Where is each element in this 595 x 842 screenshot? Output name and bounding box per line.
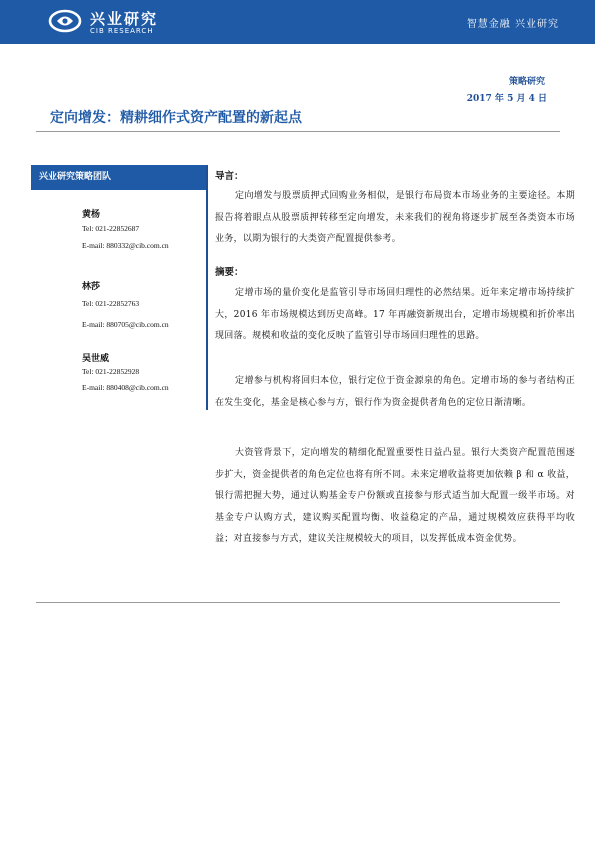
title-divider bbox=[36, 131, 560, 132]
member-tel: Tel: 021-22852763 bbox=[82, 299, 140, 308]
header-banner bbox=[0, 0, 595, 44]
member-email: E-mail: 880332@cib.com.cn bbox=[82, 241, 169, 250]
brand-subtitle: CIB RESEARCH bbox=[90, 27, 154, 35]
member-email: E-mail: 880408@cib.com.cn bbox=[82, 383, 169, 392]
summary-paragraph: 定增市场的量价变化是监管引导市场回归理性的必然结果。近年来定增市场持续扩大，2016 年市场规模达到历史高峰。17 年再融资新规出台，定增市场规模和折价率出现回落。规模和收益的变化反映了监管引导市场回归理性的思路。 bbox=[215, 288, 575, 341]
member-email: E-mail: 880705@cib.com.cn bbox=[82, 320, 169, 329]
intro-heading: 导言： bbox=[215, 171, 244, 182]
summary-paragraph: 大资管背景下，定向增发的精细化配置重要性日益凸显。银行大类资产配置范围逐步扩大，资金提供者的角色定位也将有所不同。未来定增收益将更加依赖 β 和 α 收益，银行需把握大势，通过认购基金专户份额或直接参与形式适当加大配置一级半市场。对基金专户认购方式，建议购买配置均衡、收益稳定的产品，通过规模效应获得平均收益；对直接参与方式，建议关注规模较大的项目，以发挥低成本资金优势。 bbox=[215, 448, 575, 544]
member-tel: Tel: 021-22852928 bbox=[82, 367, 140, 376]
header-slogan: 智慧金融 兴业研究 bbox=[466, 19, 559, 30]
summary-paragraph: 定增参与机构将回归本位，银行定位于资金源泉的角色。定增市场的参与者结构正在发生变化，基金是核心参与方，银行作为资金提供者角色的定位日渐清晰。 bbox=[215, 376, 575, 408]
summary-heading: 摘要： bbox=[215, 267, 244, 278]
member-name: 吴世威 bbox=[82, 354, 110, 364]
member-name: 林莎 bbox=[82, 282, 101, 292]
team-header: 兴业研究策略团队 bbox=[31, 165, 206, 190]
brand-name: 兴业研究 bbox=[90, 10, 159, 28]
team-sidebar bbox=[31, 165, 208, 410]
report-title: 定向增发：精耕细作式资产配置的新起点 bbox=[50, 110, 302, 126]
cib-logo-icon bbox=[48, 9, 82, 33]
member-name: 黄杨 bbox=[82, 210, 101, 220]
intro-paragraph: 定向增发与股票质押式回购业务相似，是银行布局资本市场业务的主要途径。本期报告将着眼点从股票质押转移至定向增发，未来我们的视角将逐步扩展至各类资本市场业务，以期为银行的大类资产配置提供参考。 bbox=[215, 191, 575, 244]
member-tel: Tel: 021-22852687 bbox=[82, 224, 140, 233]
content-divider bbox=[36, 602, 560, 603]
report-date: 2017 年 5 月 4 日 bbox=[466, 94, 547, 104]
report-category: 策略研究 bbox=[508, 77, 545, 87]
